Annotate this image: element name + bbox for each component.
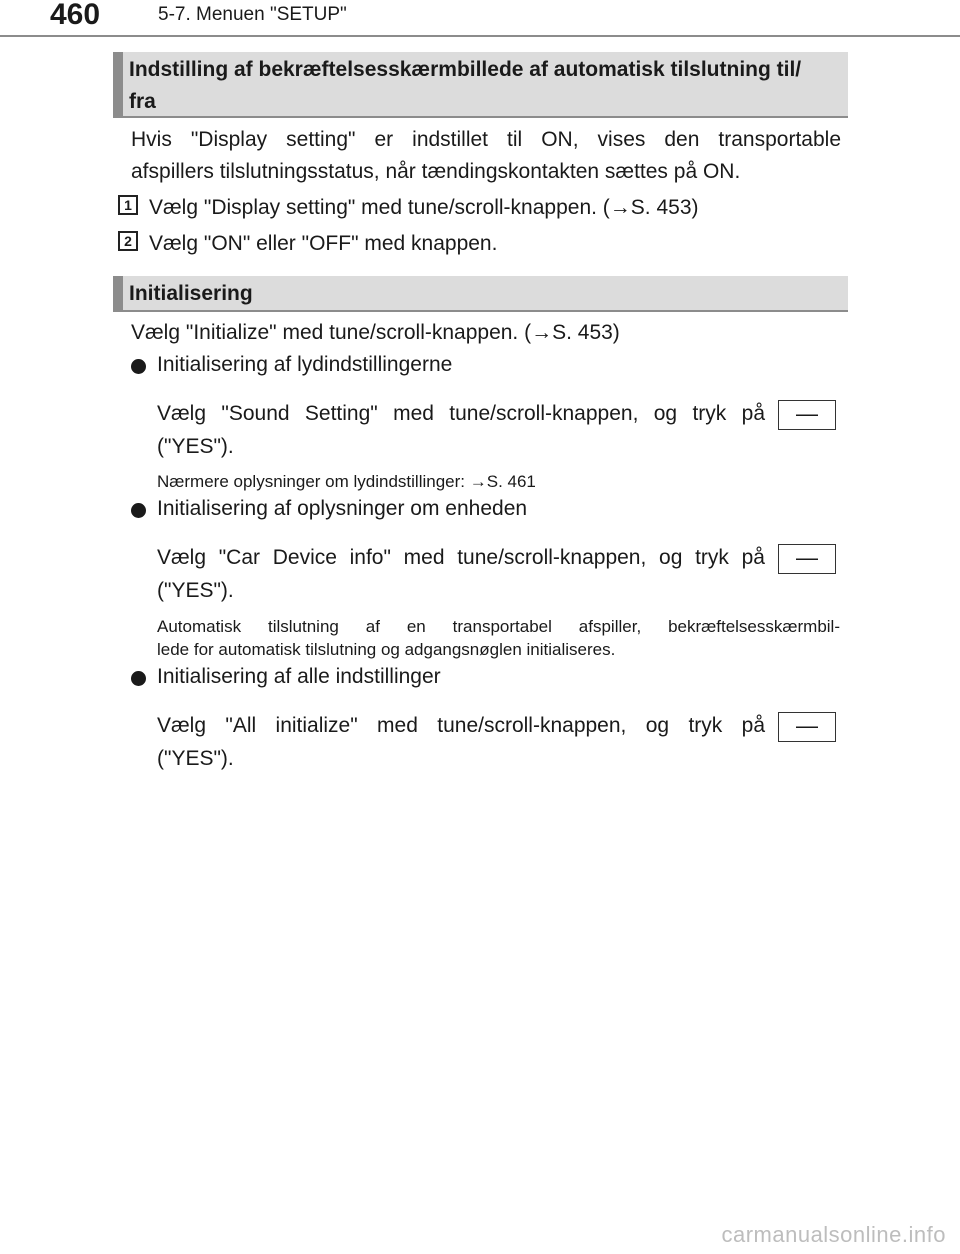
step-number-2: 2 (118, 231, 138, 251)
heading-initialization-label: Initialisering (129, 282, 253, 305)
header-divider (0, 35, 960, 37)
item-1-note: Nærmere oplysninger om lydindstillinger: →S. 461 (157, 472, 536, 491)
heading-line-2: fra (129, 90, 156, 113)
yes-button-icon: — (778, 400, 836, 430)
intro-line-2: afspillers tilslutningsstatus, når tændingskontakten sættes på ON. (131, 160, 741, 183)
step-2-text: Vælg "ON" eller "OFF" med knappen. (149, 232, 498, 255)
item-3-line-2: ("YES"). (157, 747, 234, 770)
item-3-title: Initialisering af alle indstillinger (157, 665, 441, 688)
step-number-1: 1 (118, 195, 138, 215)
bullet-icon (131, 671, 146, 686)
bullet-icon (131, 359, 146, 374)
init-intro: Vælg "Initialize" med tune/scroll-knappen. (→S. 453) (131, 321, 620, 344)
item-3-line-1: Vælg "All initialize" med tune/scroll-knappen, og tryk på (157, 714, 765, 737)
item-2-title: Initialisering af oplysninger om enheden (157, 497, 528, 520)
item-2-line-2: ("YES"). (157, 579, 234, 602)
item-1-line-1: Vælg "Sound Setting" med tune/scroll-knappen, og tryk på (157, 402, 765, 425)
item-2-note-line-2: lede for automatisk tilslutning og adgangsnøglen initialiseres. (157, 640, 616, 659)
heading-line-1: Indstilling af bekræftelsesskærmbillede af automatisk tilslutning til/ (129, 58, 802, 81)
page-number: 460 (50, 0, 101, 31)
section-title: 5-7. Menuen "SETUP" (158, 4, 347, 25)
yes-button-icon: — (778, 544, 836, 574)
item-2-note-line-1: Automatisk tilslutning af en transportabel afspiller, bekræftelsesskærmbil- (157, 617, 840, 636)
watermark: carmanualsonline.info (721, 1222, 946, 1247)
intro-line-1: Hvis "Display setting" er indstillet til ON, vises den transportable (131, 128, 841, 151)
heading-auto-connection-confirmation (113, 52, 848, 118)
item-1-line-2: ("YES"). (157, 435, 234, 458)
page-header (0, 0, 960, 40)
item-2-line-1: Vælg "Car Device info" med tune/scroll-knappen, og tryk på (157, 546, 765, 569)
step-1-text: Vælg "Display setting" med tune/scroll-knappen. (→S. 453) (149, 196, 699, 219)
heading-initialization (113, 276, 848, 312)
bullet-icon (131, 503, 146, 518)
yes-button-icon: — (778, 712, 836, 742)
item-1-title: Initialisering af lydindstillingerne (157, 353, 453, 376)
